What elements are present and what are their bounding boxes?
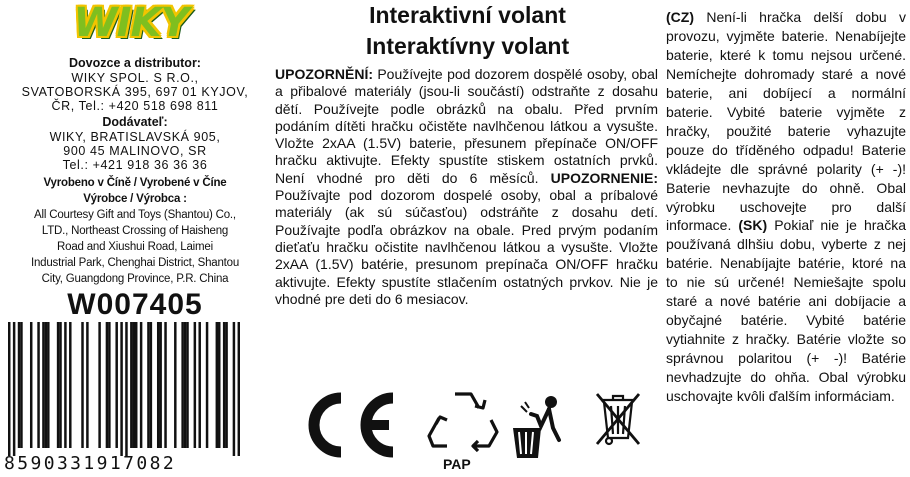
barcode-bar [20,322,22,448]
barcode-bar [86,322,88,448]
tidyman-bin-icon [511,394,569,460]
barcode-image [8,322,240,456]
barcode-bar [164,322,166,448]
title-cz: Interaktivní volant [369,2,566,28]
barcode-bar [225,322,227,448]
supplier-heading: Dodávateľ: [102,115,168,129]
title-sk: Interaktívny volant [365,33,570,59]
manufacturer-line: All Courtesy Gift and Toys (Shantou) Co., [34,209,236,221]
supplier-line: Tel.: +421 918 36 36 36 [62,158,208,172]
crossed-bin-icon [593,390,643,448]
supplier-line: 900 45 MALINOVO, SR [63,144,207,158]
warning-sk-text: Používajte pod dozorom dospelé osoby, obal a príbalové materiály (ak sú súčasťou) odstráňte z dosahu detí. Používajte podľa obrázkov na obale. Pred prvým podaním dieťaťu hračku očistite navlhčenou látkou a vysušte. Vložte 2xAA (1.5V) batérie, presunom prepínača ON/OFF hračku aktivujte. Efekty spustíte stlačením ostatných prvkov. Nie je vhodné pre deti do 6 mesiacov. [275,187,658,307]
battery-instructions [666,8,906,406]
barcode-bar [64,322,66,448]
barcode-bar [174,322,176,448]
warning-sk-label: UPOZORNENIE: [550,169,658,186]
warning-cz-label: UPOZORNĚNÍ: [275,66,373,82]
barcode-bar [150,322,152,448]
product-code: W007405 [67,288,203,321]
barcode-bar [13,322,15,456]
logo-text: WIKY [73,0,189,46]
left-column [0,0,270,477]
barcode-bar [159,322,161,448]
importer-heading: Dovozce a distributor: [69,56,201,70]
importer-line: SVATOBORSKÁ 395, 697 01 KYJOV, [21,85,249,99]
supplier-line: WIKY, BRATISLAVSKÁ 905, [49,130,221,144]
barcode-bar [108,322,110,448]
cz-label: (CZ) [666,9,694,25]
barcode-bar [98,322,100,448]
barcode-number: 8590331917082 [4,453,177,474]
made-in-text: Vyrobeno v Číně / Vyrobené v Číne [43,177,227,189]
barcode-bar [106,322,108,448]
barcode-bar [18,322,20,448]
barcode-bar [37,322,39,448]
barcode-bar [238,322,240,456]
barcode-bar [140,322,142,448]
barcode-bar [57,322,59,448]
barcode-bar [198,322,200,448]
barcode-bar [69,322,71,448]
barcode-bar [233,322,235,456]
barcode-bar [216,322,218,448]
barcode-bar [194,322,196,448]
pap-label: PAP [443,456,471,472]
barcode-bar [8,322,10,456]
manufacturer-heading: Výrobce / Výrobca : [83,193,187,205]
barcode-bar [130,322,132,448]
importer-line: ČR, Tel.: +420 518 698 811 [51,99,219,113]
barcode-bar [133,322,135,448]
barcode-bar [30,322,32,448]
barcode-bar [186,322,188,448]
manufacturer-line: Road and Xiushui Road, Laimei [57,241,213,253]
barcode-bar [181,322,183,448]
barcode-bar [59,322,61,448]
barcode-bar [42,322,44,448]
barcode-bar [218,322,220,448]
barcode-bar [135,322,137,448]
manufacturer-line: LTD., Northeast Crossing of Haisheng [41,225,229,237]
barcode-bar [147,322,149,448]
barcode-bar [45,322,47,448]
wiky-logo [64,0,198,46]
warning-cz-text: Používejte pod dozorem dospělé osoby, obal a přibalové materiály (jsou-li součástí) odstraňte z dosahu dětí. Používejte podle obrázků na obalu. Před prvním podáním dítěti hračku očistěte navlhčenou látkou a vysušte. Vložte 2xAA (1.5V) baterie, přesunem přepínače ON/OFF hračku aktivujte. Efekty spustíte stiskem ostatních prvků. Není vhodné pro děti do 6 měsíců. [275,66,658,186]
barcode-bar [81,322,83,448]
barcode-bar [223,322,225,448]
barcode-bar [184,322,186,448]
cz-text: Není-li hračka delší dobu v provozu, vyjměte baterie. Nenabíjejte baterie, které k tomu nejsou určené. Nemíchejte dohromady staré a nové baterie, ani dobíjecí a normální baterie. Vybité baterie vyjměte z hračky, použité baterie vyhazujte pouze do tříděného odpadu! Baterie vkládejte dle správné polarity (+ -)! Baterie nevhazujte do ohně. Obal výrobku uschovejte pro další informace. [666,9,906,234]
barcode-bar [115,322,117,448]
barcode-bar [120,322,122,456]
barcode-bar [125,322,127,456]
sk-label: (SK) [738,217,768,234]
manufacturer-line: Industrial Park, Chenghai District, Shantou [30,257,240,269]
recycling-icon [425,386,501,452]
barcode-bar [206,322,208,448]
importer-line: WIKY SPOL. S R.O., [71,71,199,85]
sk-text: Pokiaľ nie je hračka používaná dlhšiu dobu, vyberte z nej batérie. Nenabíjajte batérie, ktoré na to nie sú určené! Nemiešajte spolu staré a nové batérie ani dobíjacie a obyčajné batérie. Vybité batérie vytiahnite z hračky. Batérie vložte so správnou polaritou (+ -)! Batérie nevhadzujte do ohňa. Obal výrobku uschovajte kvôli ďalším informáciam. [666,217,906,405]
barcode-bar [157,322,159,448]
barcode-bar [47,322,49,448]
ce-mark-icon [293,392,401,458]
warning-paragraph [275,66,658,308]
manufacturer-line: City, Guangdong Province, P.R. China [41,273,229,285]
